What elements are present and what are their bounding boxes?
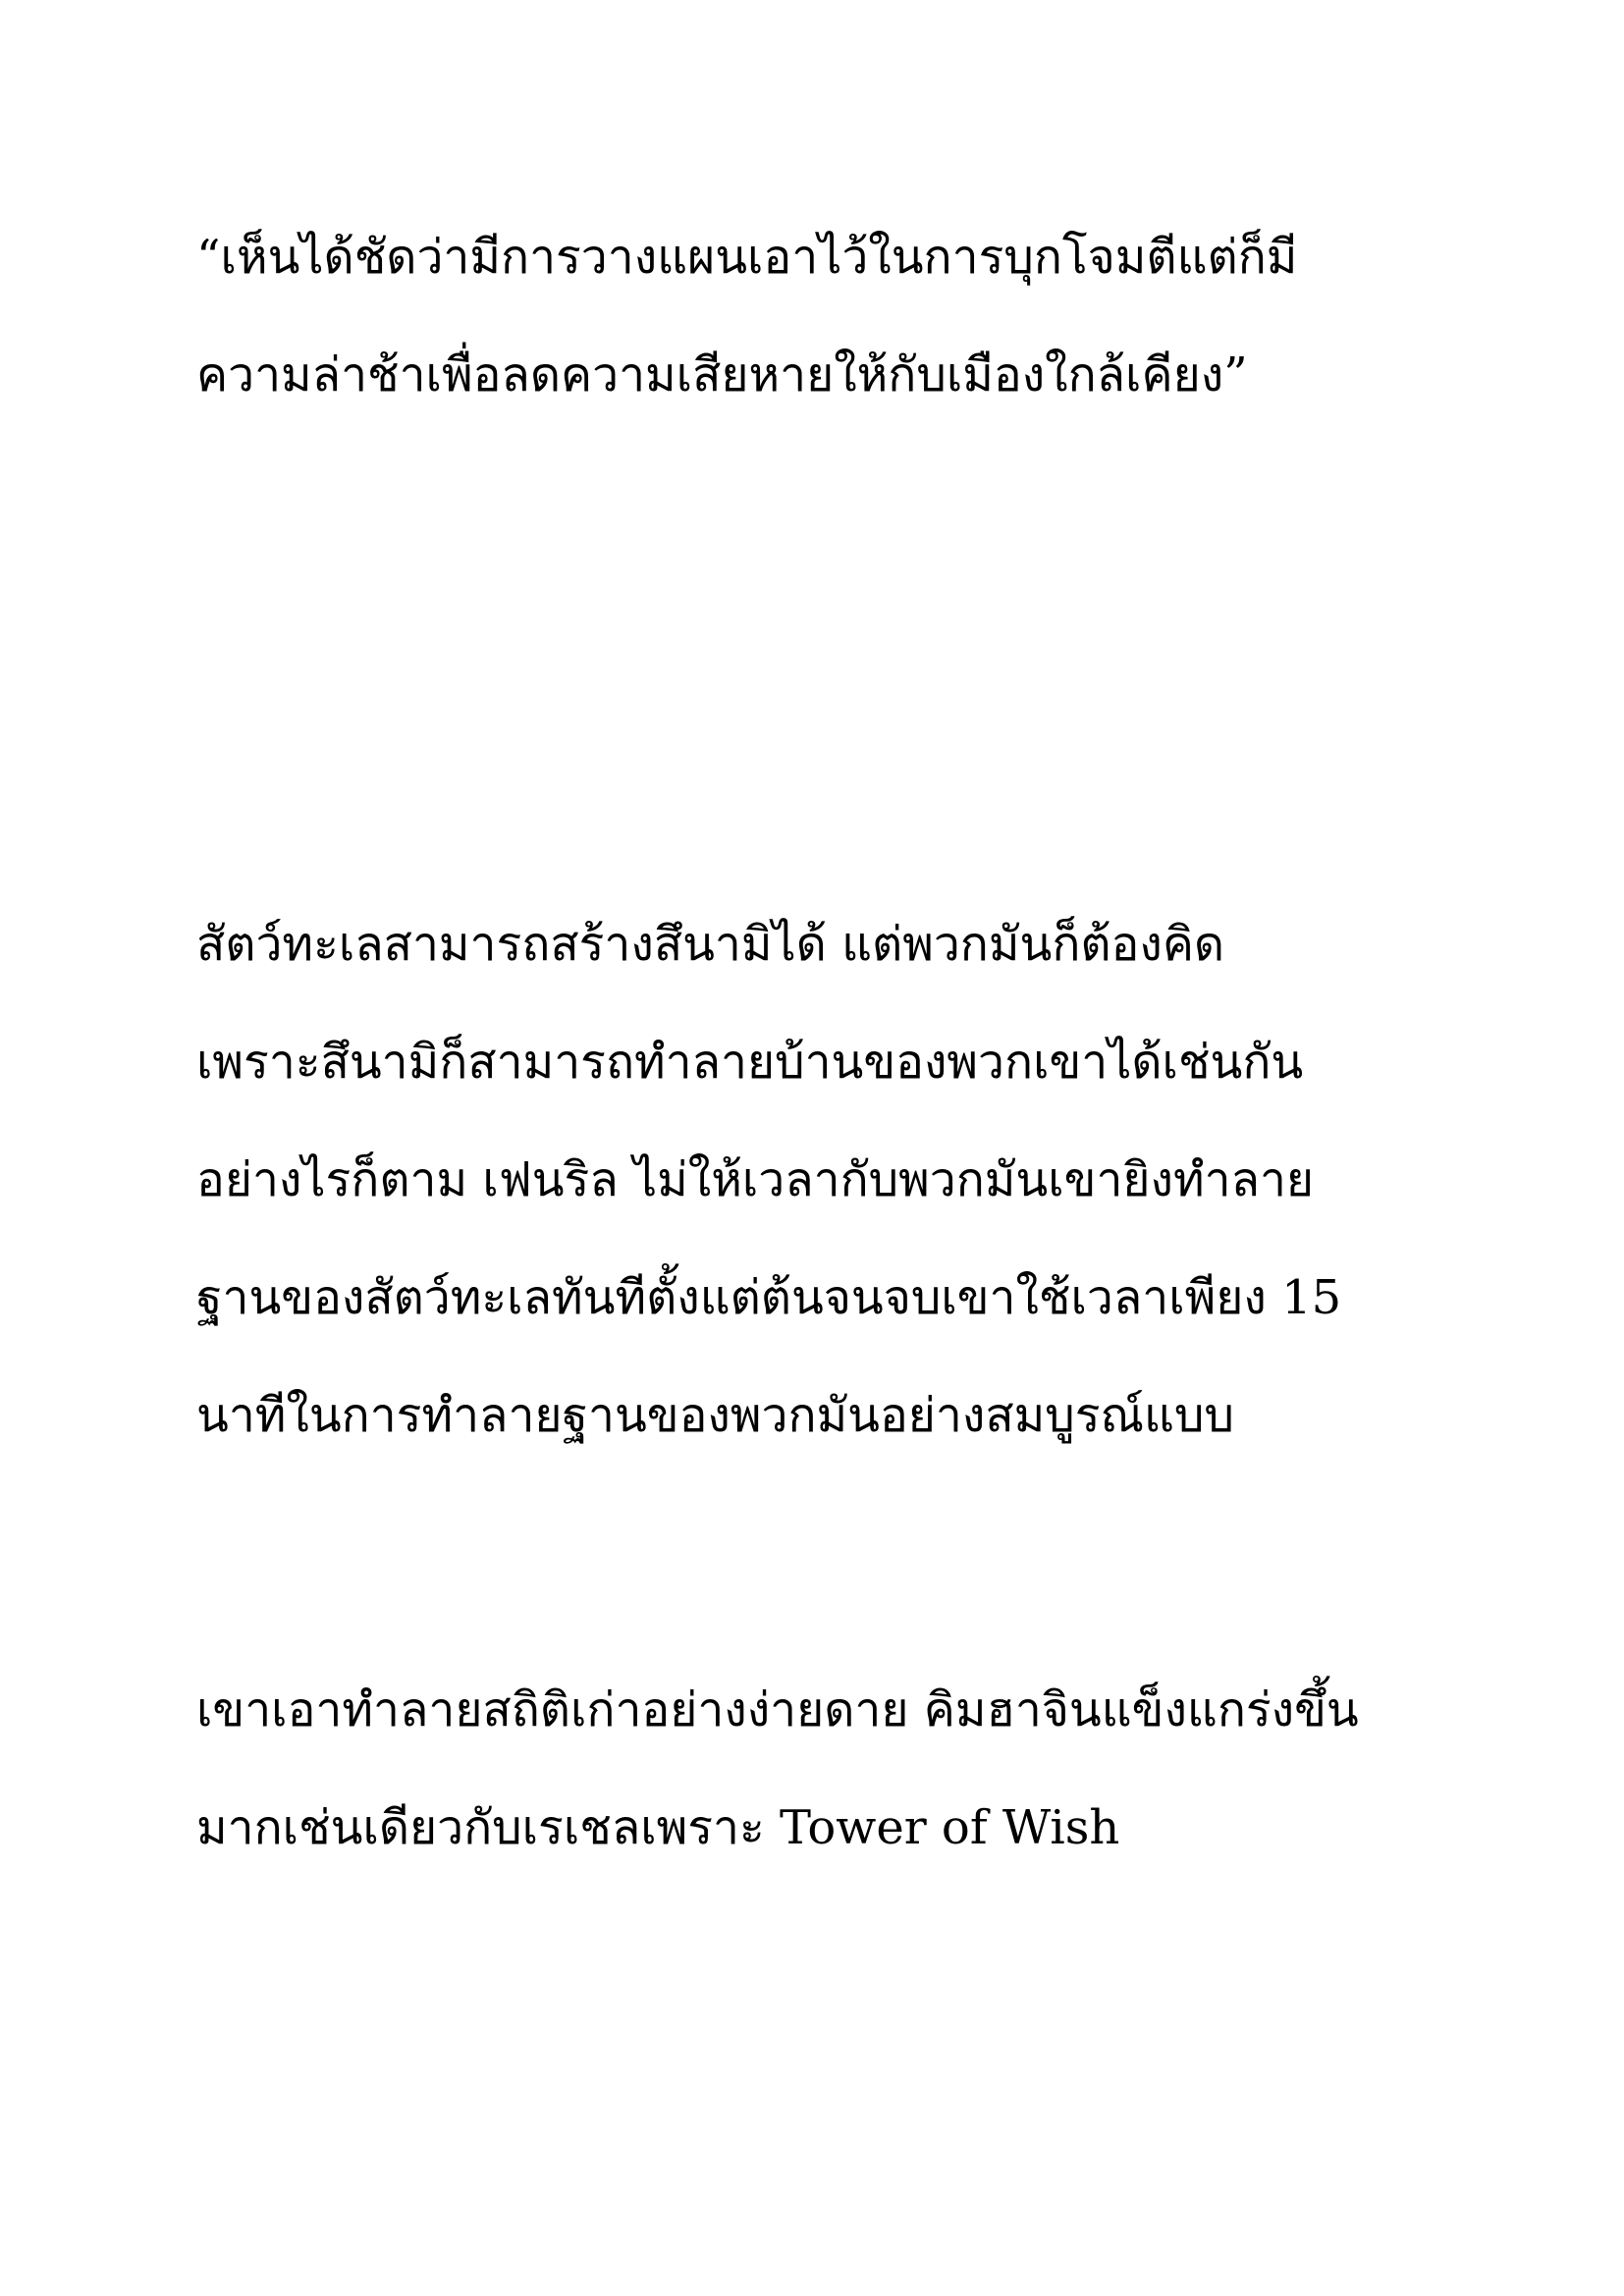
paragraph-3-line-2: มากเช่นเดียวกับเรเชลเพราะ Tower of Wish (196, 1800, 1120, 1855)
paragraph-2-line-1: สัตว์ทะเลสามารถสร้างสึนามิได้ แต่พวกมันก็ต้องคิด (196, 917, 1225, 972)
paragraph-1-line-2: ความล่าช้าเพื่อลดความเสียหายให้กับเมืองใกล้เคียง” (196, 347, 1248, 402)
paragraph-3-line-1: เขาเอาทำลายสถิติเก่าอย่างง่ายดาย คิมฮาจินแข็งแกร่งขึ้น (196, 1682, 1359, 1737)
paragraph-2-line-5: นาทีในการทำลายฐานของพวกมันอย่างสมบูรณ์แบบ (196, 1388, 1234, 1443)
paragraph-2-line-3: อย่างไรก็ตาม เฟนริล ไม่ให้เวลากับพวกมันเขายิงทำลาย (196, 1152, 1315, 1207)
paragraph-2-line-4: ฐานของสัตว์ทะเลทันทีตั้งแต่ต้นจนจบเขาใช้เวลาเพียง 15 (196, 1270, 1342, 1325)
paragraph-1-line-1: “เห็นได้ชัดว่ามีการวางแผนเอาไว้ในการบุกโจมตีแต่ก็มี (196, 230, 1298, 285)
paragraph-2-line-2: เพราะสึนามิก็สามารถทำลายบ้านของพวกเขาได้เช่นกัน (196, 1035, 1304, 1090)
